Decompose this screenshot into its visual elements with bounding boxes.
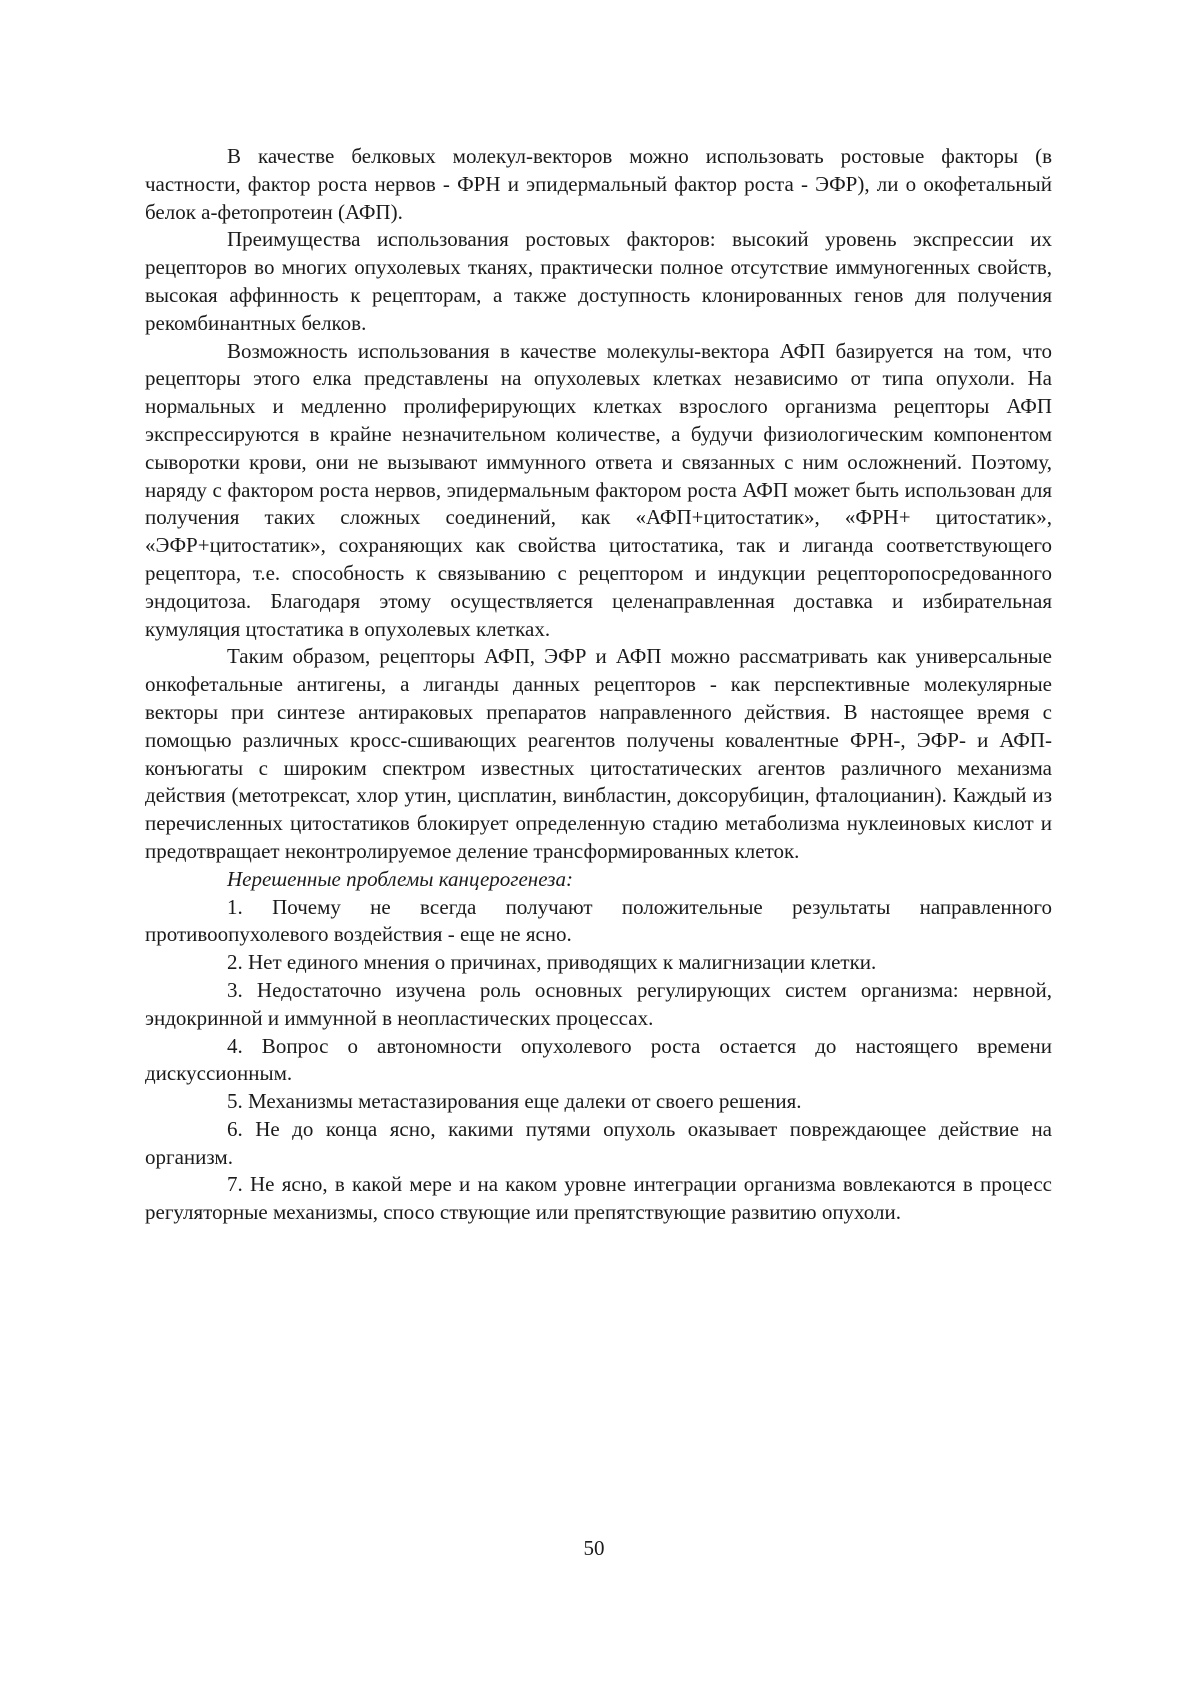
problem-item: 3. Недостаточно изучена роль основных регулирующих систем организма: нервной, эндокринной и иммунной в неопластических процессах.: [145, 977, 1052, 1030]
page-number: 50: [583, 1536, 605, 1560]
section-heading: Нерешенные проблемы канцерогенеза:: [227, 866, 573, 891]
problem-item: 1. Почему не всегда получают положительные результаты направленного противоопухолевого воздействия - еще не ясно.: [145, 894, 1052, 947]
paragraph-growth-factor-advantages: Преимущества использования ростовых факторов: высокий уровень экспрессии их рецепторов во многих опухолевых тканях, практически полное отсутствие иммуногенных свойств, высокая аффинность к рецепторам, а также доступность клонированных генов для получения рекомбинантных белков.: [145, 227, 1052, 335]
problem-item: 6. Не до конца ясно, какими путями опухоль оказывает повреждающее действие на организм.: [145, 1116, 1052, 1169]
problem-item: 2. Нет единого мнения о причинах, приводящих к малигнизации клетки.: [227, 950, 877, 975]
problem-item: 4. Вопрос о автономности опухолевого роста остается до настоящего времени дискуссионным.: [145, 1033, 1052, 1086]
body-text: [145, 143, 1052, 1227]
problem-item: 7. Не ясно, в какой мере и на каком уровне интеграции организма вовлекаются в процесс регуляторные механизмы, спосо ствующие или препятствующие развитию опухоли.: [145, 1172, 1052, 1225]
paragraph-protein-vectors: В качестве белковых молекул-векторов можно использовать ростовые факторы (в частности, фактор роста нервов - ФРН и эпидермальный фактор роста - ЭФР), ли о окофетальный белок a-фетопротеин (АФП).: [145, 144, 1052, 224]
problem-item: 5. Механизмы метастазирования еще далеки от своего решения.: [227, 1089, 802, 1114]
paragraph-receptors-conjugates: Таким образом, рецепторы АФП, ЭФР и АФП можно рассматривать как универсальные онкофетальные антигены, а лиганды данных рецепторов - как перспективные молекулярные векторы при синтезе антираковых препаратов направленного действия. В настоящее время с помощью различных кросс-сшивающих реагентов получены ковалентные ФРН-, ЭФР- и АФП-конъюгаты с широким спектром известных цитостатических агентов различного механизма действия (метотрексат, хлор утин, цисплатин, винбластин, доксорубицин, фталоцианин). Каждый из перечисленных цитостатиков блокирует определенную стадию метаболизма нуклеиновых кислот и предотвращает неконтролируемое деление трансформированных клеток.: [145, 644, 1052, 863]
paragraph-afp-vector: Возможность использования в качестве молекулы-вектора АФП базируется на том, что рецепторы этого елка представлены на опухолевых клетках независимо от типа опухоли. На нормальных и медленно пролиферирующих клетках взрослого организма рецепторы АФП экспрессируются в крайне незначительном количестве, а будучи физиологическим компонентом сыворотки крови, они не вызывают иммунного ответа и связанных с ним осложнений. Поэтому, наряду с фактором роста нервов, эпидермальным фактором роста АФП может быть использован для получения таких сложных соединений, как «АФП+цитостатик», «ФРН+ цитостатик», «ЭФР+цитостатик», сохраняющих как свойства цитостатика, так и лиганда соответствующего рецептора, т.е. способность к связыванию с рецептором и индукции рецепторопосредованного эндоцитоза. Благодаря этому осуществляется целенаправленная доставка и избирательная кумуляция цтостатика в опухолевых клетках.: [145, 338, 1052, 641]
